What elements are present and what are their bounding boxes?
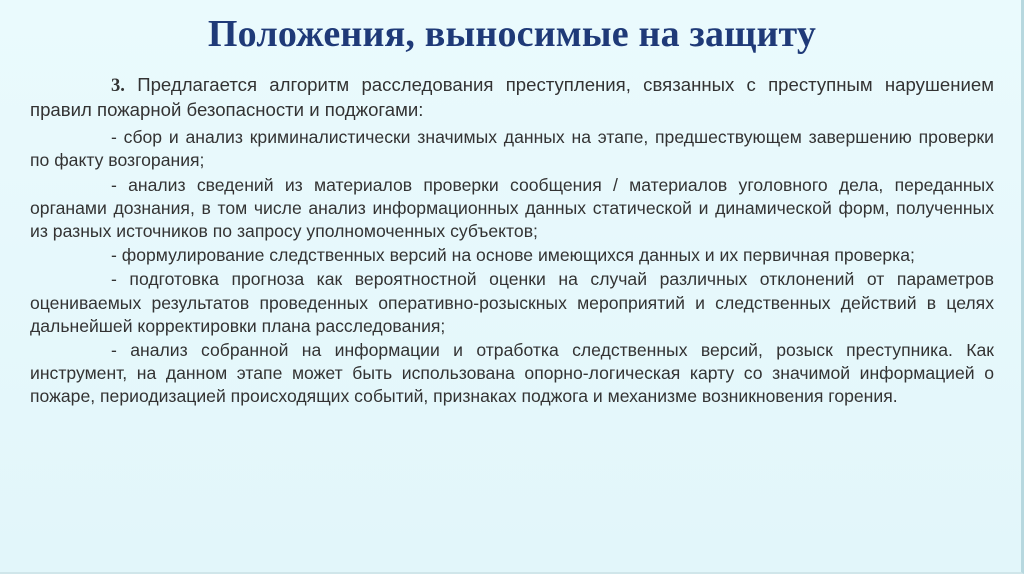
list-item: - анализ сведений из материалов проверки сообщения / материалов уголовного дела, переданных органами дознания, в том числе анализ информационных данных статической и динамической форм, полученных из разных источников по запросу уполномоченных субъектов;: [30, 174, 994, 241]
list-item: - сбор и анализ криминалистически значимых данных на этапе, предшествующем завершению проверки по факту возгорания;: [30, 127, 994, 171]
slide-title: Положения, выносимые на защиту: [207, 13, 817, 55]
list-item: - формулирование следственных версий на основе имеющихся данных и их первичная проверка;: [111, 245, 915, 266]
intro-text: Предлагается алгоритм расследования преступления, связанных с преступным нарушением правил пожарной безопасности и поджогами:: [30, 74, 994, 120]
point-number: 3.: [111, 75, 125, 96]
intro-paragraph: [30, 73, 994, 121]
list-item: - анализ собранной на информации и отработка следственных версий, розыск преступника. Как инструмент, на данном этапе может быть использована опорно-логическая карту со значимой информацией о пожаре, периодизацией происходящих событий, признаках поджога и механизме возникновения горения.: [30, 340, 994, 407]
slide-body: [30, 73, 994, 410]
list-item: - подготовка прогноза как вероятностной оценки на случай различных отклонений от параметров оцениваемых результатов проведенных оперативно-розыскных мероприятий и следственных действий в целях дальнейшей корректировки плана расследования;: [30, 269, 994, 336]
